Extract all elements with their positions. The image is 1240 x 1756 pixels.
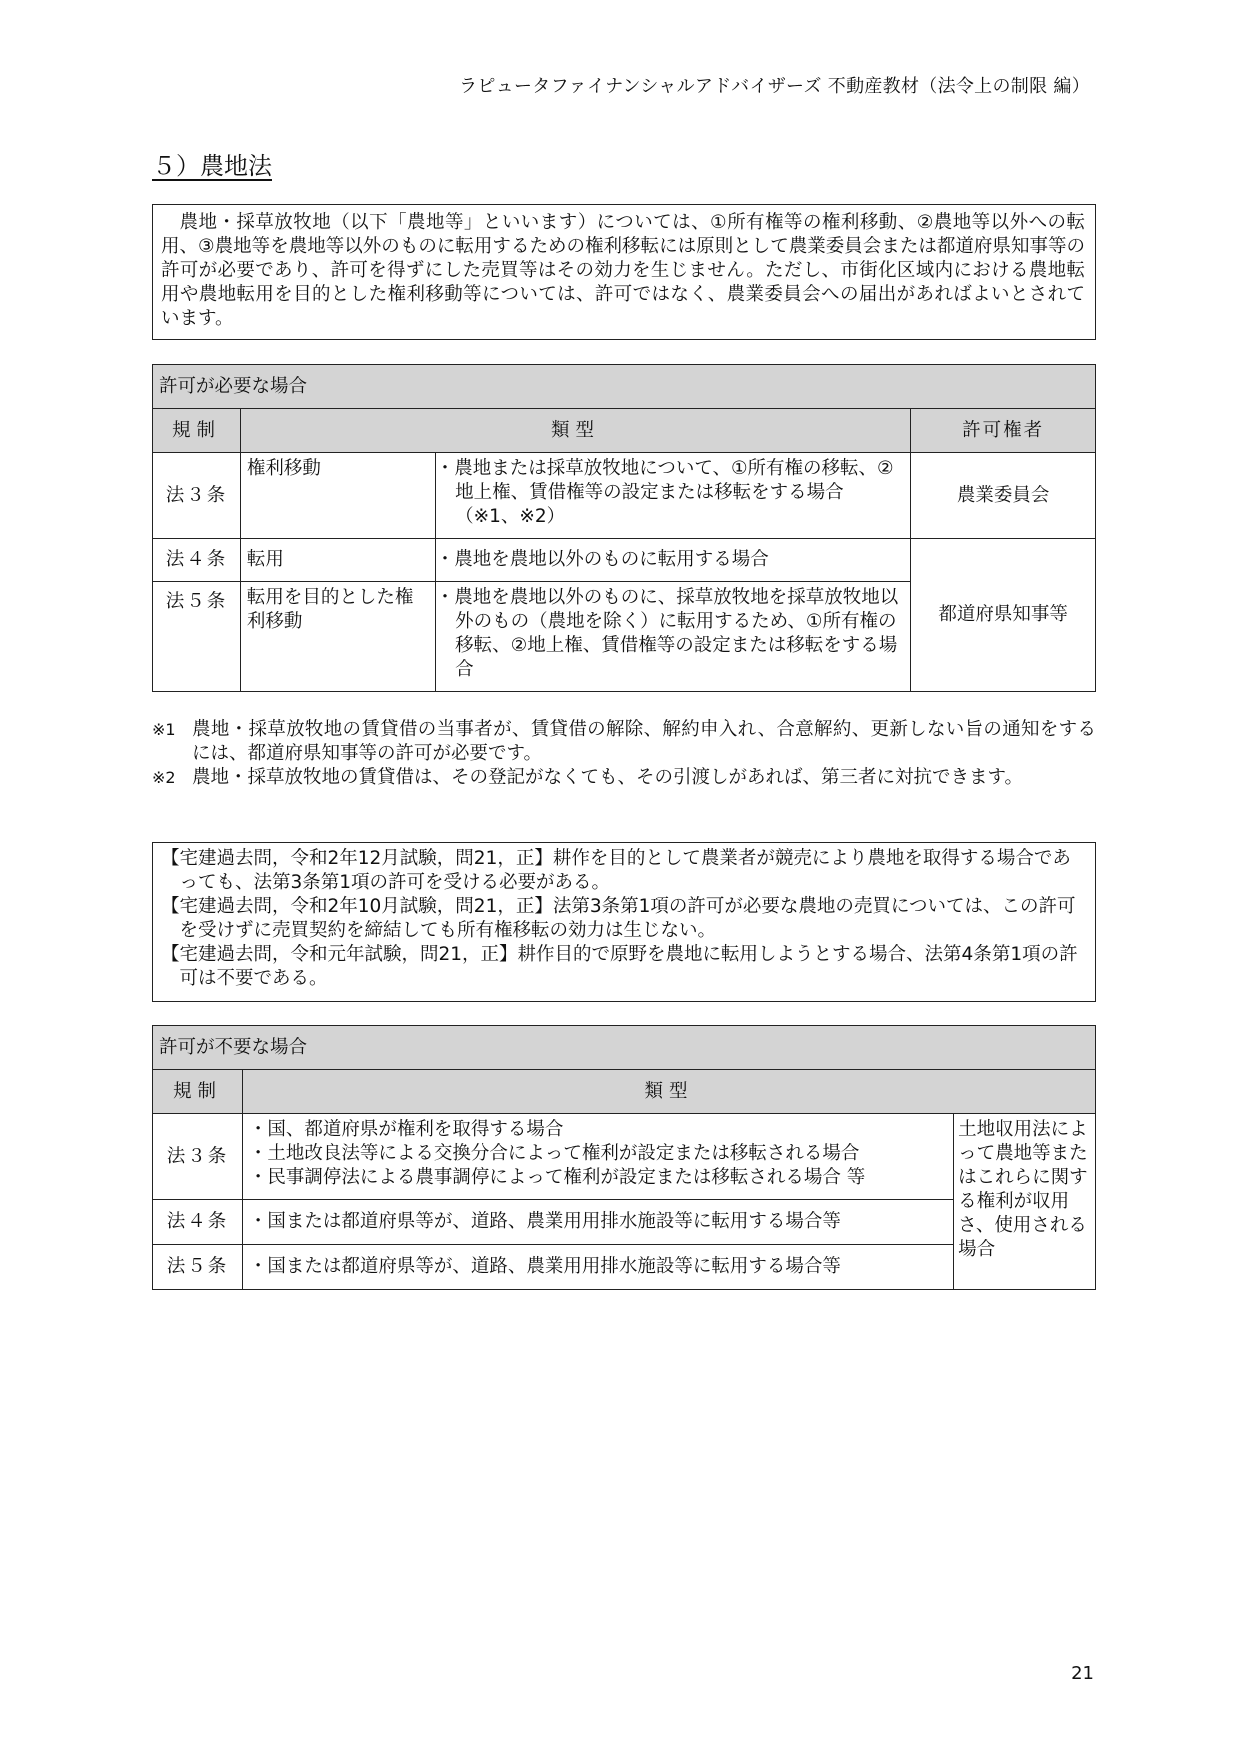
- list-item: ・民事調停法による農事調停によって権利が設定または移転される場合 等: [248, 1167, 866, 1188]
- authority-cell: 農業委員会: [911, 453, 1096, 539]
- law-cell: 法５条: [153, 1245, 243, 1290]
- items-cell: [242, 1200, 953, 1245]
- past-question: 【宅建過去問，令和2年12月試験，問21，正】耕作を目的として農業者が競売により農地を取得する場合であっても、法第3条第1項の許可を受ける必要がある。: [161, 848, 1071, 893]
- category-cell: 転用を目的とした権利移動: [240, 582, 435, 692]
- items-cell: [242, 1114, 953, 1200]
- header-regulation: 規制: [153, 1070, 243, 1114]
- header-regulation: 規制: [153, 409, 241, 453]
- past-question: 【宅建過去問，令和元年試験，問21，正】耕作目的で原野を農地に転用しようとする場合、法第4条第1項の許可は不要である。: [161, 944, 1078, 989]
- law-cell: 法３条: [153, 1114, 243, 1200]
- desc-cell: ・農地または採草放牧地について、①所有権の移転、②地上権、賃借権等の設定または移転をする場合（※1、※2）: [435, 453, 910, 539]
- footnote-text: 農地・採草放牧地の賃貸借の当事者が、賃貸借の解除、解約申入れ、合意解約、更新しない旨の通知をするには、都道府県知事等の許可が必要です。: [192, 719, 1096, 764]
- page-header: ラピュータファイナンシャルアドバイザーズ 不動産教材（法令上の制限 編）: [459, 76, 1090, 97]
- table-caption: 許可が必要な場合: [153, 365, 1096, 409]
- header-type: 類型: [240, 409, 910, 453]
- footnote-text: 農地・採草放牧地の賃貸借は、その登記がなくても、その引渡しがあれば、第三者に対抗できます。: [192, 767, 1024, 788]
- authority-cell: 都道府県知事等: [911, 539, 1096, 692]
- header-authority: 許可権者: [911, 409, 1096, 453]
- list-item: ・国または都道府県等が、道路、農業用用排水施設等に転用する場合等: [248, 1256, 841, 1277]
- permit-not-required-table: [152, 1025, 1096, 1290]
- desc-cell: ・農地を農地以外のものに、採草放牧地を採草放牧地以外のもの（農地を除く）に転用するため、①所有権の移転、②地上権、賃借権等の設定または移転をする場合: [435, 582, 910, 692]
- permit-required-table: [152, 364, 1096, 692]
- page-number: 21: [1071, 1663, 1094, 1684]
- footnote: [152, 718, 1096, 766]
- intro-box: 農地・採草放牧地（以下「農地等」といいます）については、①所有権等の権利移動、②農地等以外への転用、③農地等を農地等以外のものに転用するための権利移転には原則として農業委員会または都道府県知事等の許可が必要であり、許可を得ずにした売買等はその効力を生じません。ただし、市街化区域内における農地転用や農地転用を目的とした権利移動等については、許可ではなく、農業委員会への届出があればよいとされています。: [152, 204, 1096, 340]
- list-item: ・国、都道府県が権利を取得する場合: [248, 1119, 564, 1140]
- past-questions-box: [152, 842, 1096, 1002]
- list-item: ・国または都道府県等が、道路、農業用用排水施設等に転用する場合等: [248, 1211, 841, 1232]
- header-type: 類型: [242, 1070, 1095, 1114]
- category-cell: 権利移動: [240, 453, 435, 539]
- side-note-cell: 土地収用法によって農地等またはこれらに関する権利が収用さ、使用される場合: [954, 1114, 1096, 1290]
- past-question: 【宅建過去問，令和2年10月試験，問21，正】法第3条第1項の許可が必要な農地の売買については、この許可を受けずに売買契約を締結しても所有権移転の効力は生じない。: [161, 896, 1076, 941]
- desc-cell: ・農地を農地以外のものに転用する場合: [435, 539, 910, 582]
- footnote-mark: ※1: [152, 720, 176, 739]
- footnote: [152, 766, 1096, 790]
- law-cell: 法４条: [153, 539, 241, 582]
- category-cell: 転用: [240, 539, 435, 582]
- law-cell: 法３条: [153, 453, 241, 539]
- footnotes: [152, 718, 1096, 790]
- table-caption: 許可が不要な場合: [153, 1026, 1096, 1070]
- table-row: [153, 1114, 1096, 1200]
- table-row: [153, 539, 1096, 582]
- list-item: ・土地改良法等による交換分合によって権利が設定または移転される場合: [248, 1143, 860, 1164]
- footnote-mark: ※2: [152, 768, 176, 787]
- law-cell: 法５条: [153, 582, 241, 692]
- items-cell: [242, 1245, 953, 1290]
- law-cell: 法４条: [153, 1200, 243, 1245]
- section-title: ５）農地法: [152, 152, 272, 180]
- table-row: [153, 453, 1096, 539]
